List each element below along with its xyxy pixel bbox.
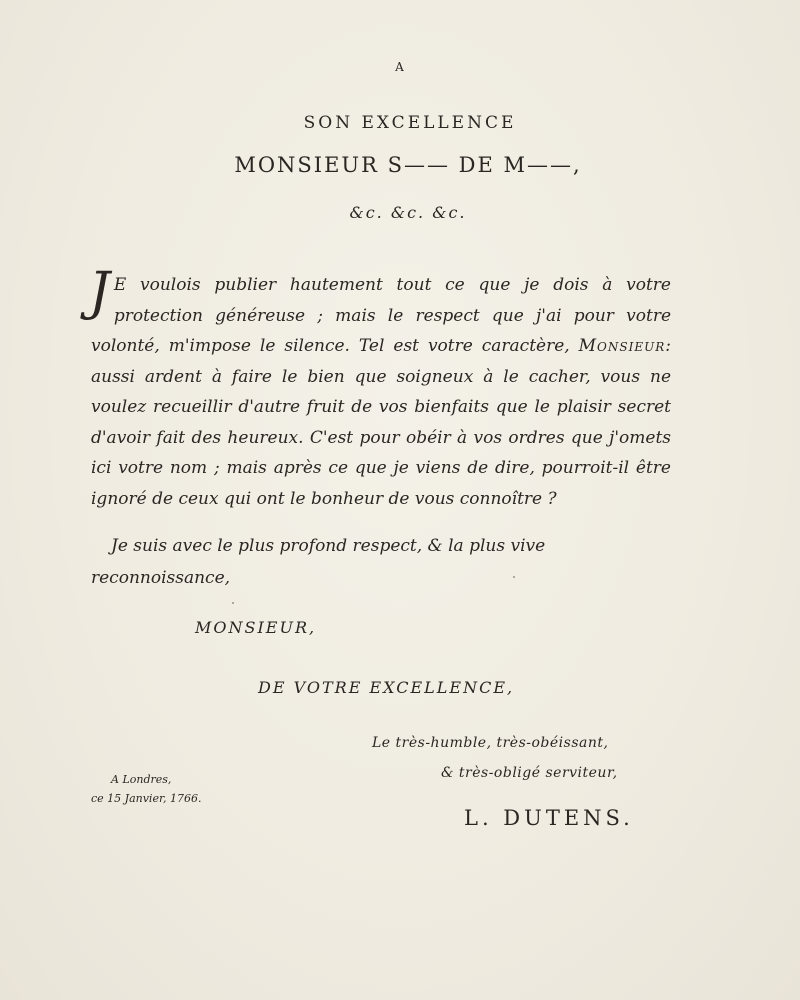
closing-humble-line-1: Le très-humble, très-obéissant,	[372, 735, 609, 751]
signature: L. DUTENS.	[464, 806, 634, 830]
dateline-date: ce 15 Janvier, 1766.	[91, 792, 202, 805]
drop-cap: J	[89, 262, 110, 322]
paper-speck	[232, 602, 234, 604]
paper-speck	[513, 576, 515, 578]
dateline-place: A Londres,	[111, 773, 172, 786]
letter-paragraph-1	[89, 262, 671, 514]
paragraph-1-text-b: : aussi ardent à faire le bien que soigneux à le cacher, vous ne voulez recueillir d'autre fruit de vos bienfaits que le plaisir secret d'avoir fait des heureux. C'est pour obéir à vos ordres que j'omets ici votre nom ; mais après ce que je viens de dire, pourroit-il être ignoré de ceux qui ont le bonheur de vous connoître ?	[91, 336, 671, 509]
letter-paragraph-2: Je suis avec le plus profond respect, & la plus vive reconnoissance,	[91, 536, 546, 588]
closing-salutation: MONSIEUR,	[195, 618, 317, 637]
paragraph-1-text-a: E voulois publier hautement tout ce que je dois à votre protection généreuse ; mais le respect que j'ai pour votre volonté, m'impose le silence. Tel est votre caractère,	[91, 275, 671, 356]
closing-humble-line-2: & très-obligé serviteur,	[441, 765, 618, 781]
addressee: MONSIEUR S—— DE M——,	[234, 153, 582, 177]
etc-line: &c. &c. &c.	[349, 203, 467, 222]
title-excellence: SON EXCELLENCE	[303, 113, 517, 133]
closing-excellence: DE VOTRE EXCELLENCE,	[258, 678, 515, 697]
preposition: A	[395, 60, 405, 74]
paragraph-1-monsieur: Monsieur	[578, 336, 666, 356]
